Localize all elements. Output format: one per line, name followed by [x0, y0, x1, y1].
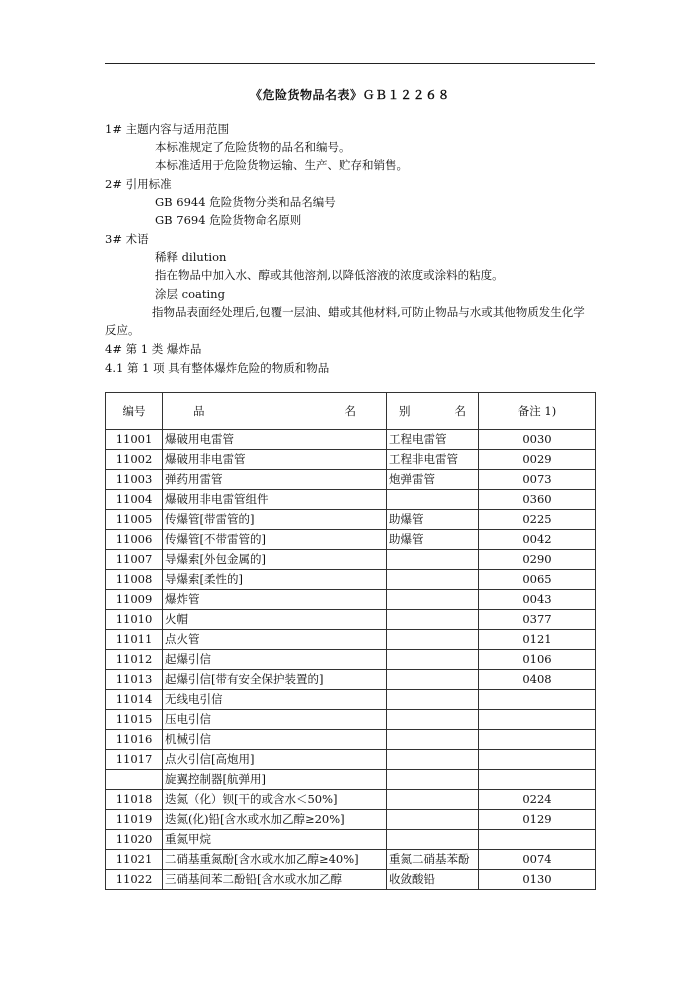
cell-remark: [479, 750, 596, 770]
section-4-1-heading: 4.1 第 1 项 具有整体爆炸危险的物质和物品: [105, 361, 330, 375]
cell-remark: 0225: [479, 510, 596, 530]
cell-name: 起爆引信: [163, 650, 387, 670]
cell-alias: [387, 570, 479, 590]
cell-name: 迭氮（化）钡[干的或含水＜50%]: [163, 790, 387, 810]
table-row: [106, 810, 596, 830]
cell-name: 爆破用电雷管: [163, 430, 387, 450]
cell-alias: [387, 590, 479, 610]
table-header-row: [106, 393, 596, 430]
table-row: [106, 630, 596, 650]
cell-alias: [387, 630, 479, 650]
cell-number: 11019: [106, 810, 163, 830]
header-name-char-2: 名: [344, 403, 356, 418]
header-name-char-1: 品: [193, 403, 205, 418]
cell-remark: 0074: [479, 850, 596, 870]
cell-name: 迭氮(化)铅[含水或水加乙醇≥20%]: [163, 810, 387, 830]
cell-name: 二硝基重氮酚[含水或水加乙醇≥40%]: [163, 850, 387, 870]
section-1-paragraph-2: 本标准适用于危险货物运输、生产、贮存和销售。: [155, 158, 408, 172]
term-1: 稀释 dilution: [155, 250, 227, 264]
reference-2: GB 7694 危险货物命名原则: [155, 213, 302, 227]
cell-number: 11009: [106, 590, 163, 610]
cell-name: 爆破用非电雷管: [163, 450, 387, 470]
table-row: [106, 570, 596, 590]
cell-alias: [387, 730, 479, 750]
document-title: 《危险货物品名表》ＧＢ１２２６８: [249, 88, 450, 102]
section-1-paragraph-1: 本标准规定了危险货物的品名和编号。: [155, 140, 351, 154]
cell-remark: [479, 690, 596, 710]
cell-alias: 炮弹雷管: [387, 470, 479, 490]
cell-number: 11022: [106, 870, 163, 890]
cell-number: 11014: [106, 690, 163, 710]
cell-remark: [479, 710, 596, 730]
cell-number: 11002: [106, 450, 163, 470]
cell-alias: 助爆管: [387, 530, 479, 550]
cell-alias: [387, 610, 479, 630]
cell-number: 11007: [106, 550, 163, 570]
cell-remark: 0224: [479, 790, 596, 810]
reference-1: GB 6944 危险货物分类和品名编号: [155, 195, 336, 209]
cell-alias: 工程非电雷管: [387, 450, 479, 470]
cell-name: 点火引信[高炮用]: [163, 750, 387, 770]
cell-name: 爆破用非电雷管组件: [163, 490, 387, 510]
cell-number: 11011: [106, 630, 163, 650]
header-name: [163, 393, 387, 430]
cell-alias: 工程电雷管: [387, 430, 479, 450]
table-row: [106, 670, 596, 690]
table-row: [106, 750, 596, 770]
cell-alias: 重氮二硝基苯酚: [387, 850, 479, 870]
definition-2-line-1: 指物品表面经处理后,包覆一层油、蜡或其他材料,可防止物品与水或其他物质发生化学: [152, 305, 585, 319]
top-rule: [105, 63, 595, 64]
cell-number: 11020: [106, 830, 163, 850]
table-row: [106, 490, 596, 510]
cell-alias: [387, 650, 479, 670]
cell-remark: 0121: [479, 630, 596, 650]
cell-alias: [387, 710, 479, 730]
cell-alias: [387, 790, 479, 810]
cell-remark: 0290: [479, 550, 596, 570]
cell-name: 传爆管[带雷管的]: [163, 510, 387, 530]
table-row: [106, 430, 596, 450]
cell-remark: [479, 770, 596, 790]
cell-alias: [387, 490, 479, 510]
cell-name: 起爆引信[带有安全保护装置的]: [163, 670, 387, 690]
cell-number: 11001: [106, 430, 163, 450]
cell-remark: 0030: [479, 430, 596, 450]
cell-alias: 助爆管: [387, 510, 479, 530]
cell-remark: 0130: [479, 870, 596, 890]
cell-number: 11012: [106, 650, 163, 670]
cell-name: 压电引信: [163, 710, 387, 730]
cell-alias: 收敛酸铅: [387, 870, 479, 890]
definition-1: 指在物品中加入水、醇或其他溶剂,以降低溶液的浓度或涂料的粘度。: [155, 268, 504, 282]
cell-number: 11004: [106, 490, 163, 510]
cell-number: 11021: [106, 850, 163, 870]
cell-number: 11015: [106, 710, 163, 730]
cell-remark: 0408: [479, 670, 596, 690]
cell-remark: 0360: [479, 490, 596, 510]
table-row: [106, 730, 596, 750]
cell-alias: [387, 810, 479, 830]
cell-alias: [387, 750, 479, 770]
cell-remark: 0377: [479, 610, 596, 630]
dangerous-goods-table: [105, 392, 596, 890]
cell-number: 11016: [106, 730, 163, 750]
definition-2-line-2: 反应。: [105, 323, 140, 337]
table-row: [106, 590, 596, 610]
table-row: [106, 850, 596, 870]
section-4-heading: 4# 第 1 类 爆炸品: [105, 342, 202, 356]
cell-number: 11005: [106, 510, 163, 530]
cell-alias: [387, 830, 479, 850]
cell-name: 火帽: [163, 610, 387, 630]
cell-alias: [387, 670, 479, 690]
cell-number: [106, 770, 163, 790]
table-row: [106, 870, 596, 890]
cell-remark: [479, 830, 596, 850]
table-row: [106, 690, 596, 710]
cell-number: 11008: [106, 570, 163, 590]
header-alias-char-2: 名: [454, 403, 466, 418]
cell-name: 旋翼控制器[航弹用]: [163, 770, 387, 790]
header-alias: [387, 393, 479, 430]
table-row: [106, 470, 596, 490]
table-row: [106, 830, 596, 850]
cell-remark: [479, 730, 596, 750]
table-row: [106, 510, 596, 530]
table-row: [106, 450, 596, 470]
table-row: [106, 610, 596, 630]
cell-remark: 0043: [479, 590, 596, 610]
cell-remark: 0073: [479, 470, 596, 490]
cell-name: 弹药用雷管: [163, 470, 387, 490]
table-row: [106, 530, 596, 550]
header-remark: 备注 1): [479, 393, 596, 430]
cell-remark: 0129: [479, 810, 596, 830]
table-row: [106, 790, 596, 810]
cell-alias: [387, 690, 479, 710]
table-row: [106, 710, 596, 730]
cell-name: 传爆管[不带雷管的]: [163, 530, 387, 550]
cell-alias: [387, 550, 479, 570]
cell-number: 11010: [106, 610, 163, 630]
cell-name: 导爆索[外包金属的]: [163, 550, 387, 570]
cell-name: 爆炸管: [163, 590, 387, 610]
cell-name: 三硝基间苯二酚铅[含水或水加乙醇: [163, 870, 387, 890]
cell-number: 11017: [106, 750, 163, 770]
cell-number: 11003: [106, 470, 163, 490]
section-2-heading: 2# 引用标准: [105, 177, 172, 191]
section-1-heading: 1# 主题内容与适用范围: [105, 122, 230, 136]
cell-remark: 0106: [479, 650, 596, 670]
cell-remark: 0065: [479, 570, 596, 590]
cell-alias: [387, 770, 479, 790]
table-row: [106, 550, 596, 570]
header-alias-char-1: 别: [399, 403, 411, 418]
table-row: [106, 650, 596, 670]
term-2: 涂层 coating: [155, 287, 225, 301]
section-3-heading: 3# 术语: [105, 232, 149, 246]
header-number: 编号: [106, 393, 163, 430]
table-row: [106, 770, 596, 790]
cell-number: 11018: [106, 790, 163, 810]
cell-name: 无线电引信: [163, 690, 387, 710]
cell-remark: 0029: [479, 450, 596, 470]
cell-remark: 0042: [479, 530, 596, 550]
cell-name: 点火管: [163, 630, 387, 650]
cell-name: 重氮甲烷: [163, 830, 387, 850]
cell-number: 11013: [106, 670, 163, 690]
cell-name: 导爆索[柔性的]: [163, 570, 387, 590]
cell-number: 11006: [106, 530, 163, 550]
cell-name: 机械引信: [163, 730, 387, 750]
